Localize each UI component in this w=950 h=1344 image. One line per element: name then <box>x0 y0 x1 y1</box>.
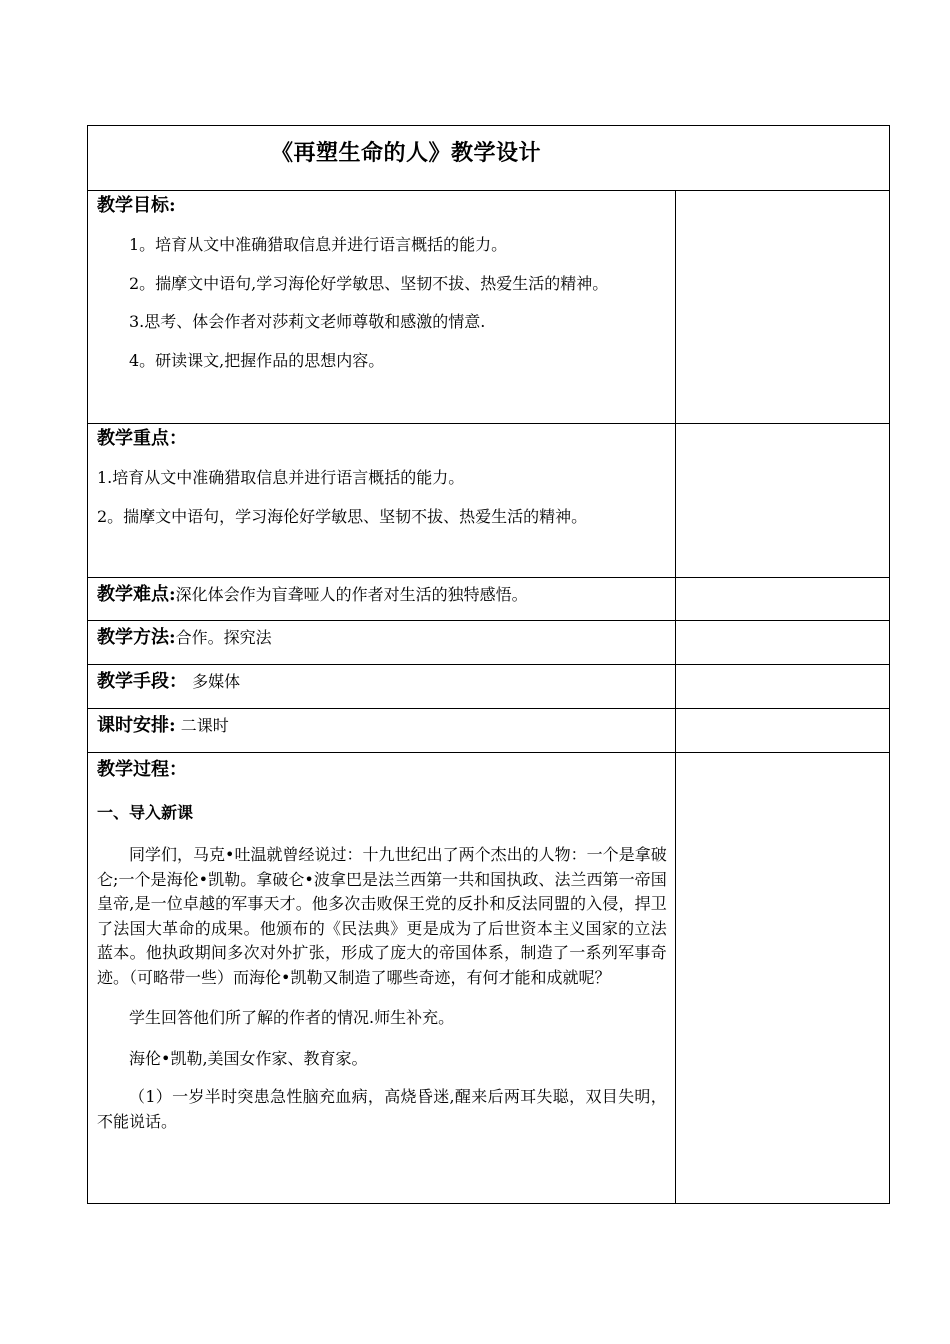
objective-item: 3.思考、体会作者对莎莉文老师尊敬和感激的情意. <box>129 312 486 331</box>
means-row <box>88 665 890 709</box>
difficulty-value: 深化体会作为盲聋哑人的作者对生活的独特感悟。 <box>175 585 528 604</box>
key-point-item: 1.培育从文中准确猎取信息并进行语言概括的能力。 <box>97 468 465 487</box>
schedule-cell <box>88 709 676 753</box>
process-heading: 教学过程： <box>97 759 187 780</box>
section-heading: 一、导入新课 <box>97 803 194 822</box>
key-points-cell <box>88 424 676 578</box>
process-paragraph: （1）一岁半时突患急性脑充血病，高烧昏迷,醒来后两耳失聪，双目失明，不能说话。 <box>97 1087 667 1131</box>
objective-item: 2。揣摩文中语句,学习海伦好学敏思、坚韧不拔、热爱生活的精神。 <box>129 273 609 293</box>
side-note-cell <box>675 424 889 578</box>
objective-item: 1。培育从文中准确猎取信息并进行语言概括的能力。 <box>129 235 508 254</box>
difficulty-label: 教学难点: <box>97 584 176 605</box>
process-cell <box>88 753 676 1204</box>
difficulty-line <box>97 582 675 608</box>
objective-item: 4。研读课文,把握作品的思想内容。 <box>129 350 385 370</box>
method-cell <box>88 621 676 665</box>
objectives-row <box>88 191 890 424</box>
means-cell <box>88 665 676 709</box>
process-paragraph: 同学们，马克•吐温就曾经说过：十九世纪出了两个杰出的人物：一个是拿破仑;一个是海伦•凯勒。拿破仑•波拿巴是法兰西第一共和国执政、法兰西第一帝国皇帝,是一位卓越的军事天才。他多次击败保王党的反扑和反法同盟的入侵，捍卫了法国大革命的成果。他颁布的《民法典》更是成为了后世资本主义国家的立法蓝本。他执政期间多次对外扩张，形成了庞大的帝国体系，制造了一系列军事奇迹。（可略带一些）而海伦•凯勒又制造了哪些奇迹，有何才能和成就呢？ <box>97 845 667 987</box>
lesson-plan-table <box>87 125 890 1204</box>
schedule-line <box>97 713 675 739</box>
objectives-heading: 教学目标: <box>97 195 176 216</box>
method-row <box>88 621 890 665</box>
means-label: 教学手段： <box>97 671 187 692</box>
method-line <box>97 625 675 651</box>
side-note-cell <box>675 753 889 1204</box>
title-cell <box>88 126 890 191</box>
schedule-row <box>88 709 890 753</box>
schedule-label: 课时安排: <box>97 715 176 736</box>
key-points-row <box>88 424 890 578</box>
difficulty-cell <box>88 578 676 621</box>
difficulty-row <box>88 578 890 621</box>
side-note-cell <box>675 665 889 709</box>
side-note-cell <box>675 709 889 753</box>
side-note-cell <box>675 191 889 424</box>
method-value: 合作。探究法 <box>175 628 272 647</box>
document-title: 《再塑生命的人》教学设计 <box>271 140 542 166</box>
title-row <box>88 126 890 191</box>
means-value: 多媒体 <box>187 672 241 691</box>
method-label: 教学方法: <box>97 627 176 648</box>
key-points-heading: 教学重点： <box>97 428 187 449</box>
schedule-value: 二课时 <box>175 716 229 735</box>
process-row <box>88 753 890 1204</box>
key-point-item: 2。揣摩文中语句，学习海伦好学敏思、坚韧不拔、热爱生活的精神。 <box>97 506 588 526</box>
side-note-cell <box>675 578 889 621</box>
objectives-cell <box>88 191 676 424</box>
means-line <box>97 669 675 695</box>
process-paragraph: 学生回答他们所了解的作者的情况.师生补充。 <box>129 1008 455 1027</box>
side-note-cell <box>675 621 889 665</box>
process-paragraph: 海伦•凯勒,美国女作家、教育家。 <box>129 1048 368 1068</box>
